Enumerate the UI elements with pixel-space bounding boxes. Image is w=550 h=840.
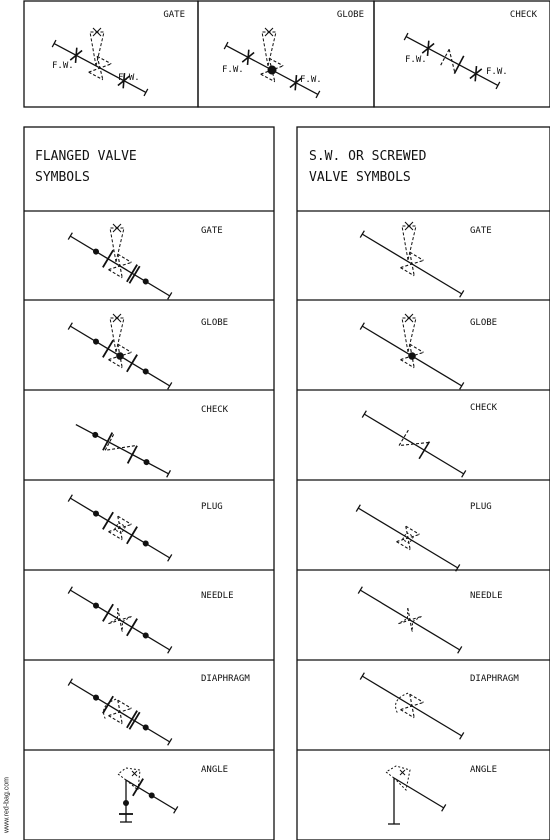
screwed-heading-line2: VALVE SYMBOLS bbox=[309, 170, 411, 185]
screwed-row-label-diaphragm: DIAPHRAGM bbox=[470, 674, 519, 684]
screwed-row-label-needle: NEEDLE bbox=[470, 591, 503, 601]
screwed-gate-symbol bbox=[358, 222, 467, 302]
screwed-row-label-plug: PLUG bbox=[470, 502, 492, 512]
top-panel-gate bbox=[24, 1, 198, 107]
screwed-row-label-angle: ANGLE bbox=[470, 765, 498, 775]
flanged-row-label-needle: NEEDLE bbox=[201, 591, 234, 601]
screwed-row-label-globe: GLOBE bbox=[470, 318, 498, 328]
screwed-plug-symbol bbox=[354, 500, 463, 575]
flanged-table bbox=[24, 127, 274, 840]
flanged-plug-symbol bbox=[65, 490, 175, 567]
top-panel-check-fw-right: F.W. bbox=[486, 67, 508, 77]
screwed-check-symbol bbox=[359, 406, 469, 483]
top-panel-check bbox=[374, 1, 550, 107]
flanged-row-label-plug: PLUG bbox=[201, 502, 223, 512]
top-panel-globe-label: GLOBE bbox=[336, 10, 364, 20]
top-panel-globe bbox=[198, 1, 374, 107]
top-panel-check-fw-left: F.W. bbox=[405, 55, 427, 65]
screwed-table bbox=[297, 127, 550, 840]
flanged-globe-symbol bbox=[65, 314, 175, 394]
top-panel-check-label: CHECK bbox=[509, 10, 537, 20]
flanged-check-symbol bbox=[71, 416, 173, 483]
flanged-row-label-globe: GLOBE bbox=[201, 318, 229, 328]
flanged-heading-line2: SYMBOLS bbox=[35, 170, 90, 185]
flanged-heading-line1: FLANGED VALVE bbox=[35, 149, 137, 164]
screwed-heading-line1: S.W. OR SCREWED bbox=[309, 149, 427, 164]
flanged-angle-symbol bbox=[118, 768, 181, 822]
flanged-gate-symbol bbox=[65, 224, 175, 304]
flanged-row-label-angle: ANGLE bbox=[201, 765, 229, 775]
screwed-diaphragm-symbol bbox=[355, 668, 466, 747]
watermark-text: www.red-bag.com bbox=[3, 776, 11, 834]
watermark bbox=[1, 770, 13, 840]
screwed-needle-symbol bbox=[356, 582, 465, 657]
screwed-row-labels bbox=[470, 226, 519, 775]
top-panel-gate-fw-left: F.W. bbox=[52, 61, 74, 71]
flanged-needle-symbol bbox=[65, 582, 175, 659]
flanged-row-label-gate: GATE bbox=[201, 226, 223, 236]
top-panel-globe-fw-left: F.W. bbox=[222, 65, 244, 75]
top-panel-gate-label: GATE bbox=[163, 10, 185, 20]
screwed-row-label-check: CHECK bbox=[470, 403, 498, 413]
screwed-globe-symbol bbox=[358, 314, 467, 394]
top-panel-globe-fw-right: F.W. bbox=[300, 75, 322, 85]
flanged-row-labels bbox=[201, 226, 250, 775]
top-panel-gate-fw-right: F.W. bbox=[118, 73, 140, 83]
screwed-row-label-gate: GATE bbox=[470, 226, 492, 236]
flanged-row-label-diaphragm: DIAPHRAGM bbox=[201, 674, 250, 684]
flanged-diaphragm-symbol bbox=[63, 674, 175, 754]
screwed-angle-symbol bbox=[386, 766, 446, 824]
flanged-row-label-check: CHECK bbox=[201, 405, 229, 415]
